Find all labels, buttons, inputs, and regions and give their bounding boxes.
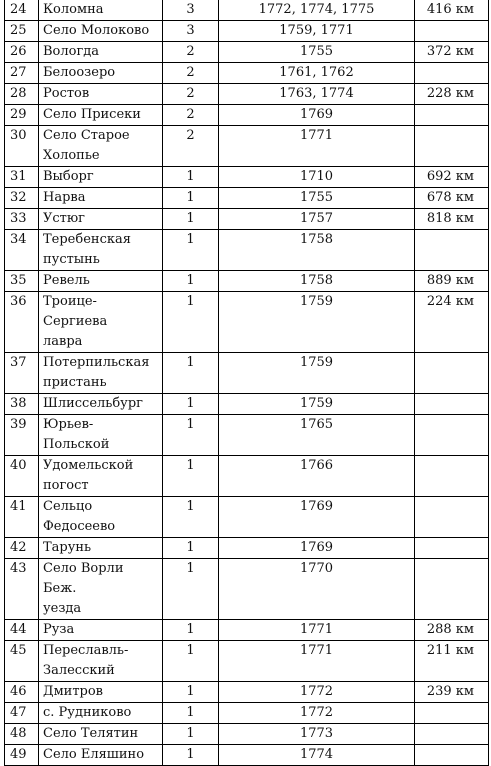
table-row (5, 105, 489, 126)
visit-years-cell: 1755 (219, 42, 415, 63)
row-number-cell: 32 (5, 188, 39, 209)
distance-cell: 889 км (415, 271, 489, 292)
table-row (5, 353, 489, 394)
distance-cell: 224 км (415, 292, 489, 353)
row-number-cell: 34 (5, 230, 39, 271)
visit-years-cell: 1759 (219, 353, 415, 394)
place-name-cell: Вологда (39, 42, 163, 63)
table-row (5, 292, 489, 353)
table-row (5, 745, 489, 766)
visit-count-cell: 1 (163, 456, 219, 497)
table-row (5, 84, 489, 105)
place-name-cell: Переславль- Залесский (39, 641, 163, 682)
visit-count-cell: 1 (163, 167, 219, 188)
row-number-cell: 49 (5, 745, 39, 766)
table-row (5, 271, 489, 292)
place-name-cell: Ревель (39, 271, 163, 292)
table-row (5, 0, 489, 21)
place-name-cell: Коломна (39, 0, 163, 21)
row-number-cell: 44 (5, 620, 39, 641)
place-name-cell: с. Рудниково (39, 703, 163, 724)
visit-count-cell: 2 (163, 105, 219, 126)
visit-years-cell: 1757 (219, 209, 415, 230)
row-number-cell: 45 (5, 641, 39, 682)
visit-count-cell: 1 (163, 292, 219, 353)
table-row (5, 63, 489, 84)
visit-count-cell: 1 (163, 682, 219, 703)
distance-cell: 211 км (415, 641, 489, 682)
distance-cell: 239 км (415, 682, 489, 703)
visit-count-cell: 3 (163, 21, 219, 42)
visit-years-cell: 1759, 1771 (219, 21, 415, 42)
visit-count-cell: 1 (163, 538, 219, 559)
place-name-cell: Руза (39, 620, 163, 641)
visit-count-cell: 1 (163, 724, 219, 745)
distance-cell (415, 538, 489, 559)
distance-cell (415, 21, 489, 42)
place-name-cell: Сельцо Федосеево (39, 497, 163, 538)
row-number-cell: 40 (5, 456, 39, 497)
distance-cell (415, 456, 489, 497)
visit-count-cell: 1 (163, 497, 219, 538)
visit-years-cell: 1710 (219, 167, 415, 188)
distance-cell: 228 км (415, 84, 489, 105)
row-number-cell: 42 (5, 538, 39, 559)
row-number-cell: 27 (5, 63, 39, 84)
row-number-cell: 37 (5, 353, 39, 394)
visit-count-cell: 1 (163, 353, 219, 394)
visit-years-cell: 1755 (219, 188, 415, 209)
row-number-cell: 46 (5, 682, 39, 703)
row-number-cell: 38 (5, 394, 39, 415)
row-number-cell: 25 (5, 21, 39, 42)
place-name-cell: Выборг (39, 167, 163, 188)
row-number-cell: 29 (5, 105, 39, 126)
visit-years-cell: 1771 (219, 126, 415, 167)
place-name-cell: Село Старое Холопье (39, 126, 163, 167)
table-row (5, 497, 489, 538)
distance-cell (415, 230, 489, 271)
place-name-cell: Село Ворли Беж. уезда (39, 559, 163, 620)
table-row (5, 641, 489, 682)
distance-cell (415, 724, 489, 745)
distance-cell: 416 км (415, 0, 489, 21)
visit-years-cell: 1761, 1762 (219, 63, 415, 84)
row-number-cell: 36 (5, 292, 39, 353)
visit-count-cell: 2 (163, 42, 219, 63)
distance-cell (415, 63, 489, 84)
distance-cell (415, 703, 489, 724)
visit-count-cell: 1 (163, 230, 219, 271)
row-number-cell: 26 (5, 42, 39, 63)
place-name-cell: Шлиссельбург (39, 394, 163, 415)
place-name-cell: Потерпильская пристань (39, 353, 163, 394)
table-row (5, 188, 489, 209)
visit-years-cell: 1769 (219, 538, 415, 559)
visit-count-cell: 1 (163, 394, 219, 415)
row-number-cell: 39 (5, 415, 39, 456)
place-name-cell: Нарва (39, 188, 163, 209)
row-number-cell: 43 (5, 559, 39, 620)
visit-count-cell: 1 (163, 703, 219, 724)
visit-years-cell: 1772 (219, 703, 415, 724)
visit-years-cell: 1774 (219, 745, 415, 766)
row-number-cell: 33 (5, 209, 39, 230)
row-number-cell: 48 (5, 724, 39, 745)
place-name-cell: Село Молоково (39, 21, 163, 42)
visit-count-cell: 2 (163, 126, 219, 167)
visit-years-cell: 1772 (219, 682, 415, 703)
distance-cell (415, 497, 489, 538)
distance-cell (415, 559, 489, 620)
visit-count-cell: 1 (163, 559, 219, 620)
place-name-cell: Дмитров (39, 682, 163, 703)
table-row (5, 724, 489, 745)
visit-count-cell: 2 (163, 84, 219, 105)
visit-years-cell: 1759 (219, 394, 415, 415)
visit-years-cell: 1766 (219, 456, 415, 497)
visit-count-cell: 3 (163, 0, 219, 21)
table-row (5, 559, 489, 620)
visit-count-cell: 2 (163, 63, 219, 84)
distance-cell: 288 км (415, 620, 489, 641)
row-number-cell: 24 (5, 0, 39, 21)
place-name-cell: Село Еляшино (39, 745, 163, 766)
visit-years-cell: 1765 (219, 415, 415, 456)
table-row (5, 21, 489, 42)
row-number-cell: 47 (5, 703, 39, 724)
place-name-cell: Белоозеро (39, 63, 163, 84)
place-name-cell: Тарунь (39, 538, 163, 559)
visit-years-cell: 1771 (219, 641, 415, 682)
visit-years-cell: 1769 (219, 105, 415, 126)
visit-years-cell: 1771 (219, 620, 415, 641)
distance-cell (415, 353, 489, 394)
place-name-cell: Устюг (39, 209, 163, 230)
visit-years-cell: 1758 (219, 230, 415, 271)
row-number-cell: 41 (5, 497, 39, 538)
distance-cell (415, 105, 489, 126)
table-row (5, 394, 489, 415)
table-row (5, 703, 489, 724)
distance-cell (415, 394, 489, 415)
place-name-cell: Ростов (39, 84, 163, 105)
distance-cell: 678 км (415, 188, 489, 209)
distance-cell: 372 км (415, 42, 489, 63)
visit-years-cell: 1759 (219, 292, 415, 353)
table-row (5, 456, 489, 497)
row-number-cell: 31 (5, 167, 39, 188)
visit-count-cell: 1 (163, 745, 219, 766)
row-number-cell: 28 (5, 84, 39, 105)
visit-count-cell: 1 (163, 415, 219, 456)
visit-years-cell: 1769 (219, 497, 415, 538)
row-number-cell: 35 (5, 271, 39, 292)
visit-years-cell: 1770 (219, 559, 415, 620)
table-row (5, 682, 489, 703)
place-name-cell: Юрьев-Польской (39, 415, 163, 456)
distance-cell (415, 745, 489, 766)
table-row (5, 620, 489, 641)
visit-years-cell: 1758 (219, 271, 415, 292)
place-name-cell: Троице-Сергиева лавра (39, 292, 163, 353)
table-row (5, 230, 489, 271)
table-body (5, 0, 489, 766)
table-row (5, 42, 489, 63)
visit-count-cell: 1 (163, 271, 219, 292)
visit-count-cell: 1 (163, 188, 219, 209)
place-name-cell: Удомельской погост (39, 456, 163, 497)
distance-cell (415, 415, 489, 456)
place-name-cell: Село Телятин (39, 724, 163, 745)
visit-years-cell: 1763, 1774 (219, 84, 415, 105)
visit-count-cell: 1 (163, 641, 219, 682)
table-row (5, 167, 489, 188)
visit-years-cell: 1772, 1774, 1775 (219, 0, 415, 21)
table-row (5, 538, 489, 559)
place-name-cell: Село Присеки (39, 105, 163, 126)
distance-cell: 818 км (415, 209, 489, 230)
visit-count-cell: 1 (163, 620, 219, 641)
table-row (5, 415, 489, 456)
table-row (5, 126, 489, 167)
places-table (4, 0, 489, 766)
visit-count-cell: 1 (163, 209, 219, 230)
distance-cell: 692 км (415, 167, 489, 188)
visit-years-cell: 1773 (219, 724, 415, 745)
place-name-cell: Теребенская пустынь (39, 230, 163, 271)
table-row (5, 209, 489, 230)
distance-cell (415, 126, 489, 167)
row-number-cell: 30 (5, 126, 39, 167)
